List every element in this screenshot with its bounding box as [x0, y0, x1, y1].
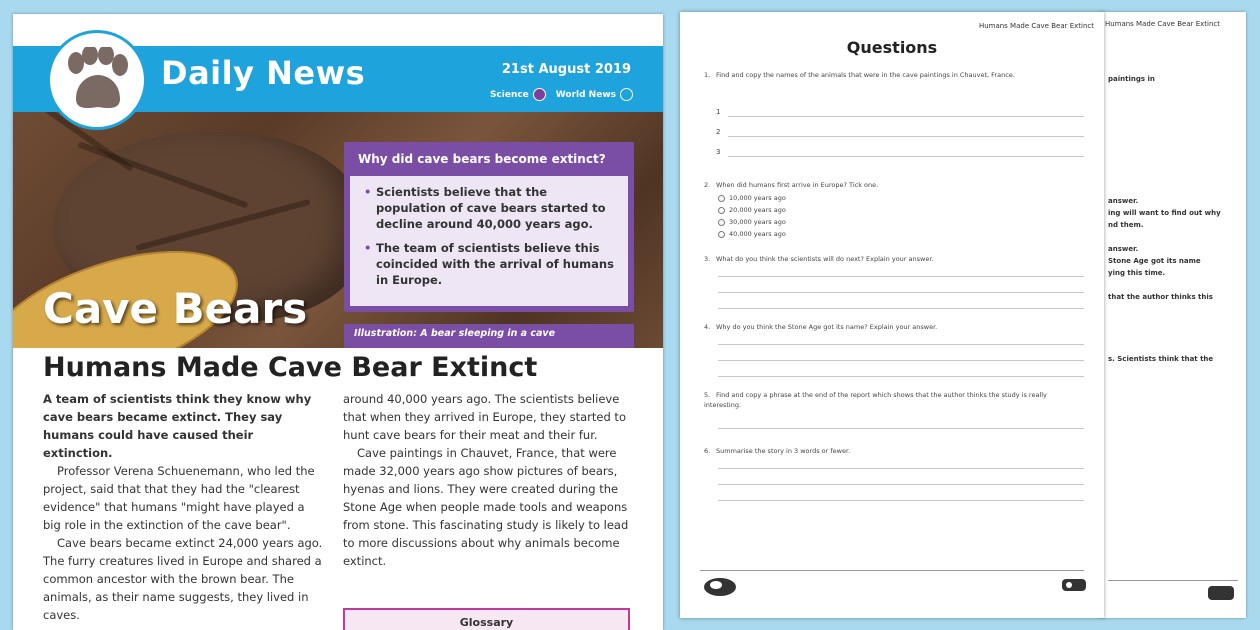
text-fragment: nd them.: [1108, 221, 1144, 229]
article-column-right: [343, 390, 635, 570]
tag-world-news: [556, 88, 633, 101]
option-label: 10,000 years ago: [729, 194, 786, 202]
question-text: When did humans first arrive in Europe? Tick one.: [716, 181, 879, 189]
fact-item: • The team of scientists believe this coincided with the arrival of humans in Europe.: [364, 240, 618, 288]
text-fragment: s. Scientists think that the: [1108, 355, 1214, 363]
text-fragment: Stone Age got its name: [1108, 257, 1201, 265]
text-fragment: ying this time.: [1108, 269, 1166, 277]
page-title: Questions: [846, 38, 938, 57]
question-text: Find and copy the names of the animals that were in the cave paintings in Chauvet, France.: [716, 71, 1015, 79]
questions-page: [680, 12, 1104, 618]
answer-line[interactable]: [728, 116, 1084, 117]
newspaper-header: [13, 14, 663, 112]
footer-divider: [1108, 580, 1238, 581]
issue-date: 21st August 2019: [501, 62, 631, 77]
tag-label: World News: [555, 89, 616, 100]
option-label: 20,000 years ago: [729, 206, 786, 214]
paw-logo: [47, 30, 147, 130]
illustration-caption: Illustration: A bear sleeping in a cave: [344, 324, 634, 348]
text-fragment: paintings in: [1108, 75, 1155, 83]
answer-line[interactable]: [718, 468, 1084, 469]
answer-line[interactable]: [718, 292, 1084, 293]
question-number: 2.: [704, 181, 711, 189]
article-paragraph: Cave paintings in Chauvet, France, that were made 32,000 years ago show pictures of bears, hyenas and lions. They were created during the Stone Age when people made tools and weapons from stone. This fascinating study is likely to lead to more discussions about why animals become extinct.: [343, 446, 629, 568]
question-number: 4.: [704, 323, 711, 331]
answer-line[interactable]: [718, 308, 1084, 309]
newspaper-page: [13, 14, 663, 630]
footer-divider: [700, 570, 1084, 571]
text-fragment: answer.: [1108, 197, 1139, 205]
question-number: 3.: [704, 255, 711, 263]
question-text: Why do you think the Stone Age got its name? Explain your answer.: [716, 323, 938, 331]
globe-icon: [620, 88, 633, 101]
question-4: [704, 322, 1084, 332]
answer-line[interactable]: [728, 136, 1084, 137]
fact-box: [344, 142, 634, 312]
answer-line-number: 3: [716, 148, 721, 156]
radio-button[interactable]: [718, 195, 725, 202]
hero-title: Cave Bears: [43, 284, 308, 333]
twinkl-logo-icon: [702, 576, 738, 598]
fact-box-title: Why did cave bears become extinct?: [358, 152, 606, 166]
question-number: 6.: [704, 447, 711, 455]
article-paragraph: Professor Verena Schuenemann, who led the project, said that that they had the "clearest evidence" that humans "might have played a big role in the extinction of the cave bear".: [43, 464, 315, 532]
radio-button[interactable]: [718, 207, 725, 214]
question-6: [704, 446, 1084, 456]
glossary-title: Glossary: [459, 616, 514, 629]
radio-button[interactable]: [718, 219, 725, 226]
page-header: Humans Made Cave Bear Extinct: [978, 22, 1094, 30]
answers-page: [1100, 12, 1246, 618]
question-2: [704, 180, 1084, 190]
article-headline: Humans Made Cave Bear Extinct: [43, 352, 538, 383]
question-number: 1.: [704, 71, 711, 79]
article-column-left: [43, 390, 326, 624]
hero-illustration: [13, 112, 663, 348]
question-text: Find and copy a phrase at the end of the report which shows that the author thinks the study is really interesting.: [704, 391, 1047, 409]
tag-label: Science: [489, 89, 529, 100]
option-row[interactable]: [718, 194, 786, 202]
text-fragment: answer.: [1108, 245, 1139, 253]
text-fragment: ing will want to find out why: [1108, 209, 1221, 217]
question-3: [704, 254, 1084, 264]
option-row[interactable]: [718, 218, 786, 226]
newspaper-brand: Daily News: [161, 54, 366, 92]
answer-line-number: 2: [716, 128, 721, 136]
option-row[interactable]: [718, 230, 786, 238]
question-text: Summarise the story in 3 words or fewer.: [716, 447, 851, 455]
publisher-logo-icon: [1060, 576, 1088, 594]
fact-item: • Scientists believe that the population of cave bears started to decline around 40,000 years ago.: [364, 184, 618, 232]
question-number: 5.: [704, 391, 711, 399]
answer-line[interactable]: [728, 156, 1084, 157]
answer-line[interactable]: [718, 484, 1084, 485]
category-tags: [490, 88, 633, 101]
science-icon: [533, 88, 546, 101]
publisher-logo: [1208, 586, 1234, 600]
answer-line[interactable]: [718, 360, 1084, 361]
option-label: 30,000 years ago: [729, 218, 786, 226]
answer-line-number: 1: [716, 108, 721, 116]
radio-button[interactable]: [718, 231, 725, 238]
text-fragment: that the author thinks this: [1108, 293, 1213, 301]
question-1: [704, 70, 1084, 80]
fact-list: [350, 176, 628, 306]
article-intro: A team of scientists think they know why cave bears became extinct. They say humans could have caused their extinction.: [43, 392, 312, 460]
tag-science: [490, 88, 546, 101]
answer-line[interactable]: [718, 344, 1084, 345]
page-header: Humans Made Cave Bear Extinct: [1104, 20, 1220, 28]
question-text: What do you think the scientists will do next? Explain your answer.: [716, 255, 934, 263]
answer-line[interactable]: [718, 428, 1084, 429]
option-label: 40,000 years ago: [729, 230, 786, 238]
answer-line[interactable]: [718, 500, 1084, 501]
question-5: [704, 390, 1064, 410]
article-paragraph: Cave bears became extinct 24,000 years ago. The furry creatures lived in Europe and shared a common ancestor with the brown bear. The animals, as their name suggests, they lived in caves.: [43, 536, 323, 622]
answer-line[interactable]: [718, 276, 1084, 277]
paw-icon: [62, 47, 132, 115]
answer-line[interactable]: [718, 376, 1084, 377]
option-row[interactable]: [718, 206, 786, 214]
article-paragraph: around 40,000 years ago. The scientists believe that when they arrived in Europe, they started to hunt cave bears for their meat and their fur.: [343, 392, 626, 442]
glossary-box: [343, 608, 630, 630]
